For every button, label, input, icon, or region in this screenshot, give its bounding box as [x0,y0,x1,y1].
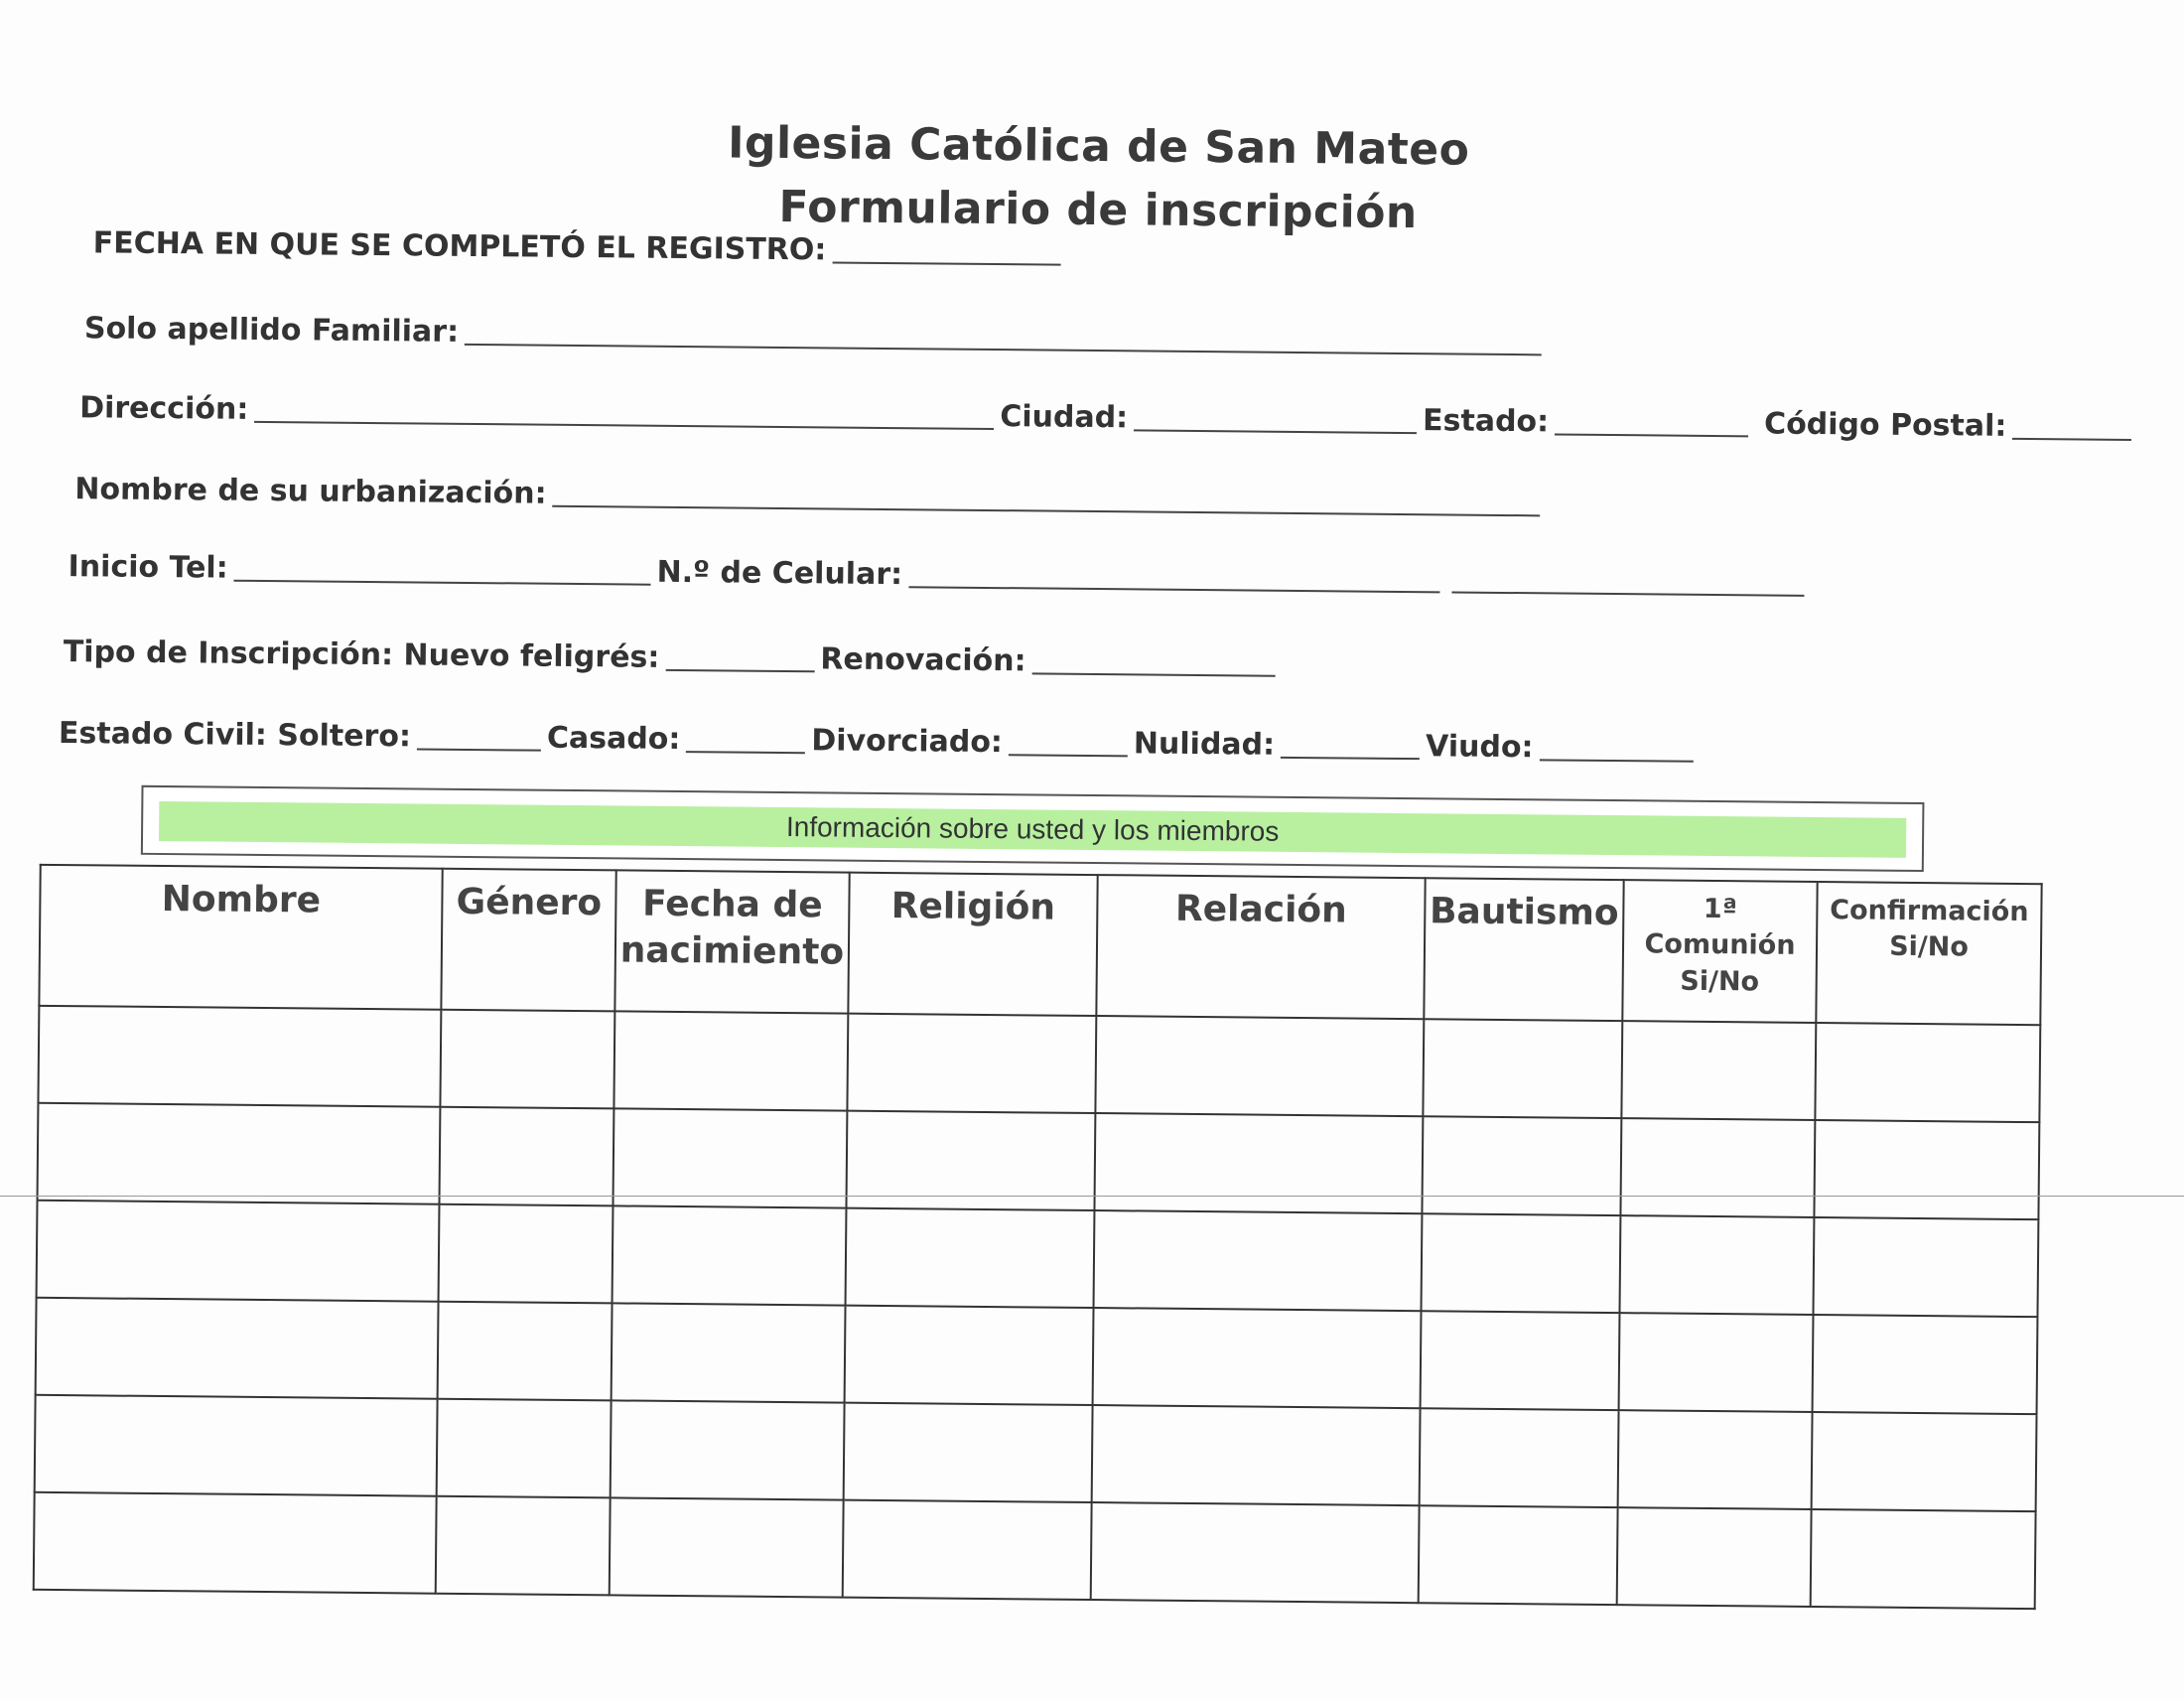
table-cell[interactable] [1095,1016,1424,1116]
table-cell[interactable] [1422,1116,1621,1215]
ciudad-label: Ciudad: [1000,399,1129,436]
table-cell[interactable] [1422,1213,1621,1313]
renovacion-field[interactable] [1031,642,1275,676]
header-confirmacion: Confirmación Si/No [1816,882,2041,1025]
estado-field[interactable] [1555,403,1748,437]
table-cell[interactable] [1619,1313,1814,1412]
renovacion-label: Renovación: [820,641,1026,679]
church-name: Iglesia Católica de San Mateo [727,117,1470,176]
fecha-label: FECHA EN QUE SE COMPLETÓ EL REGISTRO: [92,225,827,268]
table-cell[interactable] [847,1014,1096,1113]
header-fecha-nacimiento: Fecha de nacimiento [614,870,849,1013]
table-cell[interactable] [610,1497,844,1597]
table-cell[interactable] [1814,1120,2039,1219]
direccion-label: Dirección: [79,390,249,427]
table-row [34,1492,2036,1609]
fecha-field[interactable] [832,231,1060,265]
apellido-field[interactable] [465,314,1542,355]
table-cell[interactable] [611,1400,845,1499]
table-cell[interactable] [1617,1507,1812,1607]
scan-fold-line [0,1196,2184,1197]
table-cell[interactable] [34,1492,437,1594]
members-banner: Información sobre usted y los miembros [159,801,1906,858]
celular-field-extra[interactable] [1451,561,1804,596]
table-cell[interactable] [35,1395,438,1496]
table-cell[interactable] [613,1205,847,1305]
header-bautismo: Bautismo [1424,878,1623,1021]
table-row [36,1298,2038,1414]
nulidad-label: Nulidad: [1133,726,1276,763]
table-cell[interactable] [844,1403,1093,1502]
tipo-inscripcion-row [64,634,1282,681]
soltero-field[interactable] [417,718,541,751]
estado-civil-row [59,715,1700,767]
celular-label: N.º de Celular: [656,554,903,593]
table-cell[interactable] [37,1201,440,1302]
table-cell[interactable] [38,1103,441,1204]
header-primera-comunion: 1ª Comunión Si/No [1622,880,1817,1023]
table-cell[interactable] [846,1208,1095,1308]
table-cell[interactable] [613,1108,847,1207]
table-cell[interactable] [1421,1311,1620,1410]
apellido-row [84,310,1548,359]
celular-field[interactable] [908,556,1439,593]
urbanizacion-row [74,471,1546,520]
table-cell[interactable] [1420,1408,1619,1507]
table-cell[interactable] [843,1500,1092,1600]
table-cell[interactable] [439,1107,614,1206]
tipo-label: Tipo de Inscripción: Nuevo feligrés: [63,635,660,675]
table-cell[interactable] [436,1496,611,1596]
divorciado-field[interactable] [1009,724,1128,757]
table-cell[interactable] [1619,1215,1814,1315]
table-cell[interactable] [1093,1308,1422,1408]
ciudad-field[interactable] [1134,399,1417,434]
header-relacion: Relación [1096,875,1425,1019]
codigo-postal-field[interactable] [2012,408,2131,441]
table-header-row [39,865,2041,1025]
casado-label: Casado: [546,720,681,758]
table-cell[interactable] [1092,1405,1421,1505]
table-cell[interactable] [438,1302,613,1401]
urbanizacion-label: Nombre de su urbanización: [74,472,547,511]
table-cell[interactable] [1423,1019,1622,1118]
table-cell[interactable] [439,1204,614,1304]
table-row [35,1395,2037,1511]
telefono-row [68,548,1810,601]
table-row [37,1201,2039,1317]
inicio-tel-field[interactable] [234,550,651,586]
header-genero: Género [441,869,615,1012]
table-cell[interactable] [437,1399,612,1498]
nuevo-feligres-field[interactable] [665,639,814,672]
members-banner-box [141,785,1925,872]
table-cell[interactable] [440,1010,614,1109]
divorciado-label: Divorciado: [811,723,1004,761]
members-table [33,864,2043,1610]
apellido-label: Solo apellido Familiar: [83,311,460,350]
table-cell[interactable] [1811,1509,2036,1609]
direccion-field[interactable] [254,391,994,430]
table-cell[interactable] [845,1306,1094,1405]
table-cell[interactable] [614,1011,848,1110]
table-row [38,1006,2040,1122]
table-cell[interactable] [1094,1210,1423,1311]
table-cell[interactable] [1419,1505,1618,1605]
table-cell[interactable] [1813,1315,2038,1414]
form-title: Formulario de inscripción [778,181,1419,239]
table-cell[interactable] [1094,1113,1423,1213]
table-cell[interactable] [1091,1502,1420,1603]
viudo-field[interactable] [1539,729,1693,762]
table-cell[interactable] [1621,1021,1816,1120]
table-cell[interactable] [1813,1217,2038,1317]
inicio-tel-label: Inicio Tel: [68,549,228,586]
table-cell[interactable] [38,1006,441,1107]
header-religion: Religión [848,873,1097,1016]
table-cell[interactable] [612,1303,846,1402]
table-cell[interactable] [1620,1118,1815,1217]
table-cell[interactable] [1812,1412,2037,1511]
table-cell[interactable] [36,1298,439,1399]
estado-civil-label: Estado Civil: Soltero: [58,716,412,755]
casado-field[interactable] [686,721,805,754]
header-nombre: Nombre [39,865,442,1010]
table-cell[interactable] [1815,1023,2040,1122]
estado-label: Estado: [1422,403,1550,440]
table-cell[interactable] [1618,1410,1813,1509]
table-row [38,1103,2040,1219]
urbanizacion-field[interactable] [552,476,1540,517]
nulidad-field[interactable] [1281,727,1420,760]
direccion-row [79,389,2138,445]
viudo-label: Viudo: [1425,729,1534,766]
members-table-body [34,1006,2041,1609]
codigo-postal-label: Código Postal: [1763,406,2007,444]
